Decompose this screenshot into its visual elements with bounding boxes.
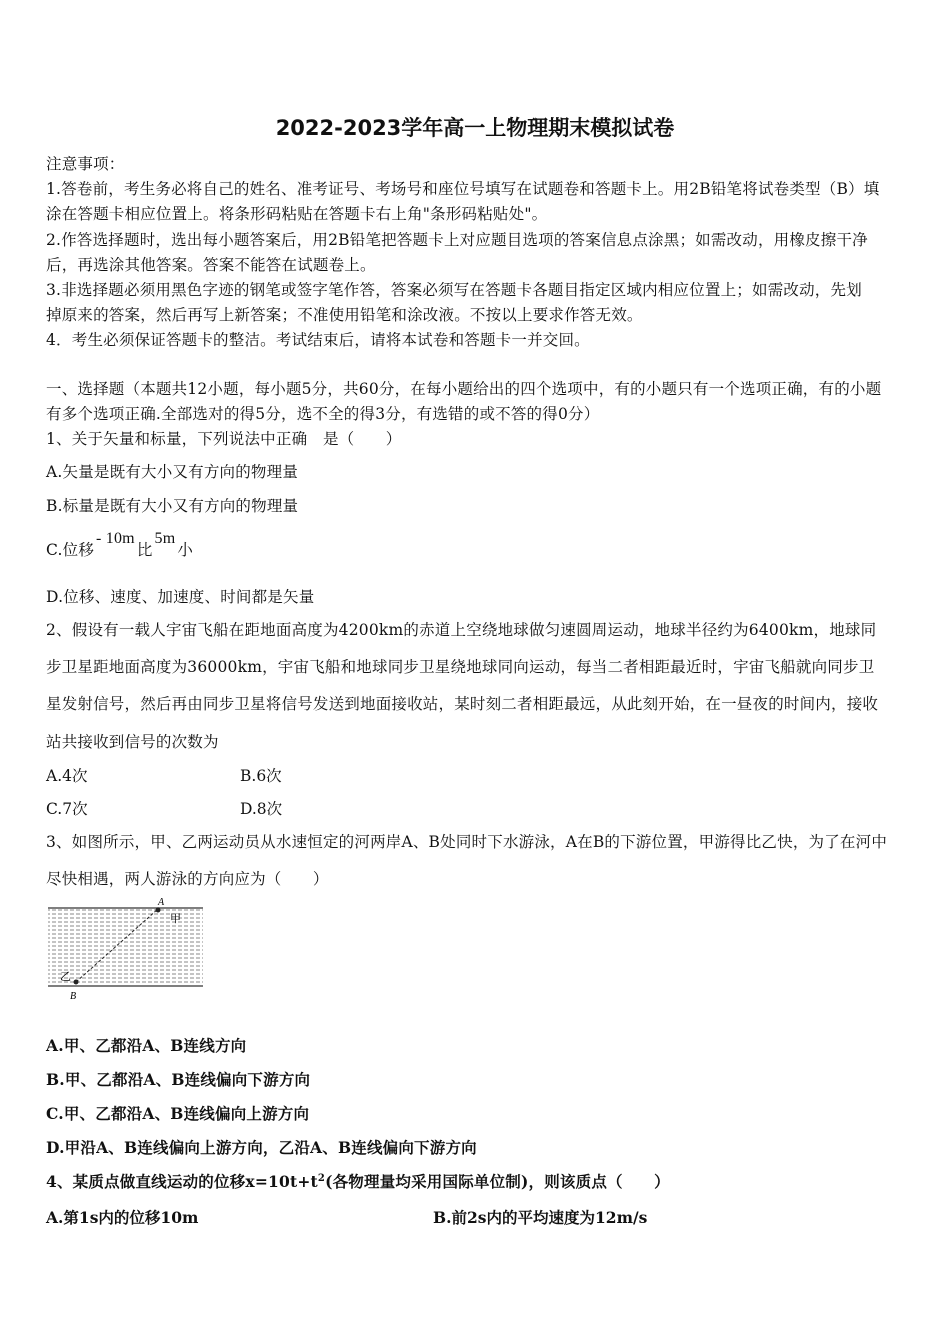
question-3-option-d: D.甲沿A、B连线偏向上游方向，乙沿A、B连线偏向下游方向 — [46, 1138, 477, 1157]
question-2-option-a: A.4次 — [46, 767, 88, 785]
question-1-option-d: D.位移、速度、加速度、时间都是矢量 — [46, 588, 315, 606]
notice-line: 掉原来的答案，然后再写上新答案；不准使用铅笔和涂改液。不按以上要求作答无效。 — [46, 306, 643, 324]
question-2-option-c: C.7次 — [46, 800, 88, 818]
label-yi: 乙 — [60, 970, 71, 983]
option-c-suffix: 小 — [177, 541, 194, 559]
question-2-stem-cont: 星发射信号，然后再由同步卫星将信号发送到地面接收站，某时刻二者相距最远，从此刻开始，在一昼夜的时间内，接收 — [46, 695, 879, 713]
question-2-option-d: D.8次 — [240, 800, 283, 818]
q4-stem-post: (各物理量均采用国际单位制)，则该质点（ ） — [325, 1172, 670, 1191]
q4-exponent: 2 — [317, 1172, 326, 1184]
notice-line: 4．考生必须保证答题卡的整洁。考试结束后，请将本试卷和答题卡一并交回。 — [46, 331, 590, 349]
section-heading-cont: 有多个选项正确.全部选对的得5分，选不全的得3分，有选错的或不答的得0分） — [46, 405, 600, 423]
river-diagram — [46, 896, 206, 1002]
notice-line: 3.非选择题必须用黑色字迹的钢笔或签字笔作答，答案必须写在答题卡各题目指定区域内相应位置上；如需改动，先划 — [46, 281, 862, 299]
question-1-option-b: B.标量是既有大小又有方向的物理量 — [46, 497, 299, 515]
label-a: A — [158, 897, 165, 908]
question-2-stem-cont: 站共接收到信号的次数为 — [46, 733, 219, 751]
notice-line: 1.答卷前，考生务必将自己的姓名、准考证号、考场号和座位号填写在试题卷和答题卡上。用2B铅笔将试卷类型（B）填 — [46, 180, 880, 198]
notice-line: 涂在答题卡相应位置上。将条形码粘贴在答题卡右上角"条形码粘贴处"。 — [46, 205, 548, 223]
question-4-option-a: A.第1s内的位移10m — [46, 1208, 199, 1227]
value-5m: 5m — [154, 530, 176, 547]
question-1-option-a: A.矢量是既有大小又有方向的物理量 — [46, 463, 299, 481]
question-1-stem: 1、关于矢量和标量，下列说法中正确 是（ ） — [46, 430, 402, 448]
option-c-mid: 比 — [136, 541, 153, 559]
value-neg10m: - 10m — [96, 530, 135, 547]
page-title: 2022-2023学年高一上物理期末模拟试卷 — [275, 116, 675, 140]
question-4-option-b: B.前2s内的平均速度为12m/s — [433, 1208, 648, 1227]
swimmer-jia — [156, 908, 161, 913]
question-3-stem: 3、如图所示，甲、乙两运动员从水速恒定的河两岸A、B处同时下水游泳，A在B的下游位置，甲游得比乙快，为了在河中 — [46, 833, 888, 851]
question-3-option-c: C.甲、乙都沿A、B连线偏向上游方向 — [46, 1104, 310, 1123]
question-2-option-b: B.6次 — [240, 767, 282, 785]
q4-stem-pre: 4、某质点做直线运动的位移x=10t+t — [46, 1172, 318, 1191]
question-2-stem-cont: 步卫星距地面高度为36000km，宇宙飞船和地球同步卫星绕地球同向运动，每当二者相距最近时，宇宙飞船就向同步卫 — [46, 658, 875, 676]
notice-line: 后，再选涂其他答案。答案不能答在试题卷上。 — [46, 256, 376, 274]
question-2-stem: 2、假设有一载人宇宙飞船在距地面高度为4200km的赤道上空绕地球做匀速圆周运动，地球半径约为6400km，地球同 — [46, 621, 877, 639]
notice-heading: 注意事项： — [46, 155, 125, 173]
label-jia: 甲 — [170, 912, 181, 925]
swimmer-yi — [74, 980, 79, 985]
section-heading: 一、选择题（本题共12小题，每小题5分，共60分，在每小题给出的四个选项中，有的小题只有一个选项正确，有的小题 — [46, 380, 882, 398]
label-b: B — [70, 991, 77, 1002]
question-4-stem — [46, 1170, 670, 1192]
question-1-option-c — [46, 530, 194, 560]
question-3-stem-cont: 尽快相遇，两人游泳的方向应为（ ） — [46, 870, 329, 888]
option-c-prefix: C.位移 — [46, 541, 95, 559]
question-3-option-a: A.甲、乙都沿A、B连线方向 — [46, 1036, 247, 1055]
notice-line: 2.作答选择题时，选出每小题答案后，用2B铅笔把答题卡上对应题目选项的答案信息点涂黑；如需改动，用橡皮擦干净 — [46, 231, 868, 249]
question-3-option-b: B.甲、乙都沿A、B连线偏向下游方向 — [46, 1070, 311, 1089]
